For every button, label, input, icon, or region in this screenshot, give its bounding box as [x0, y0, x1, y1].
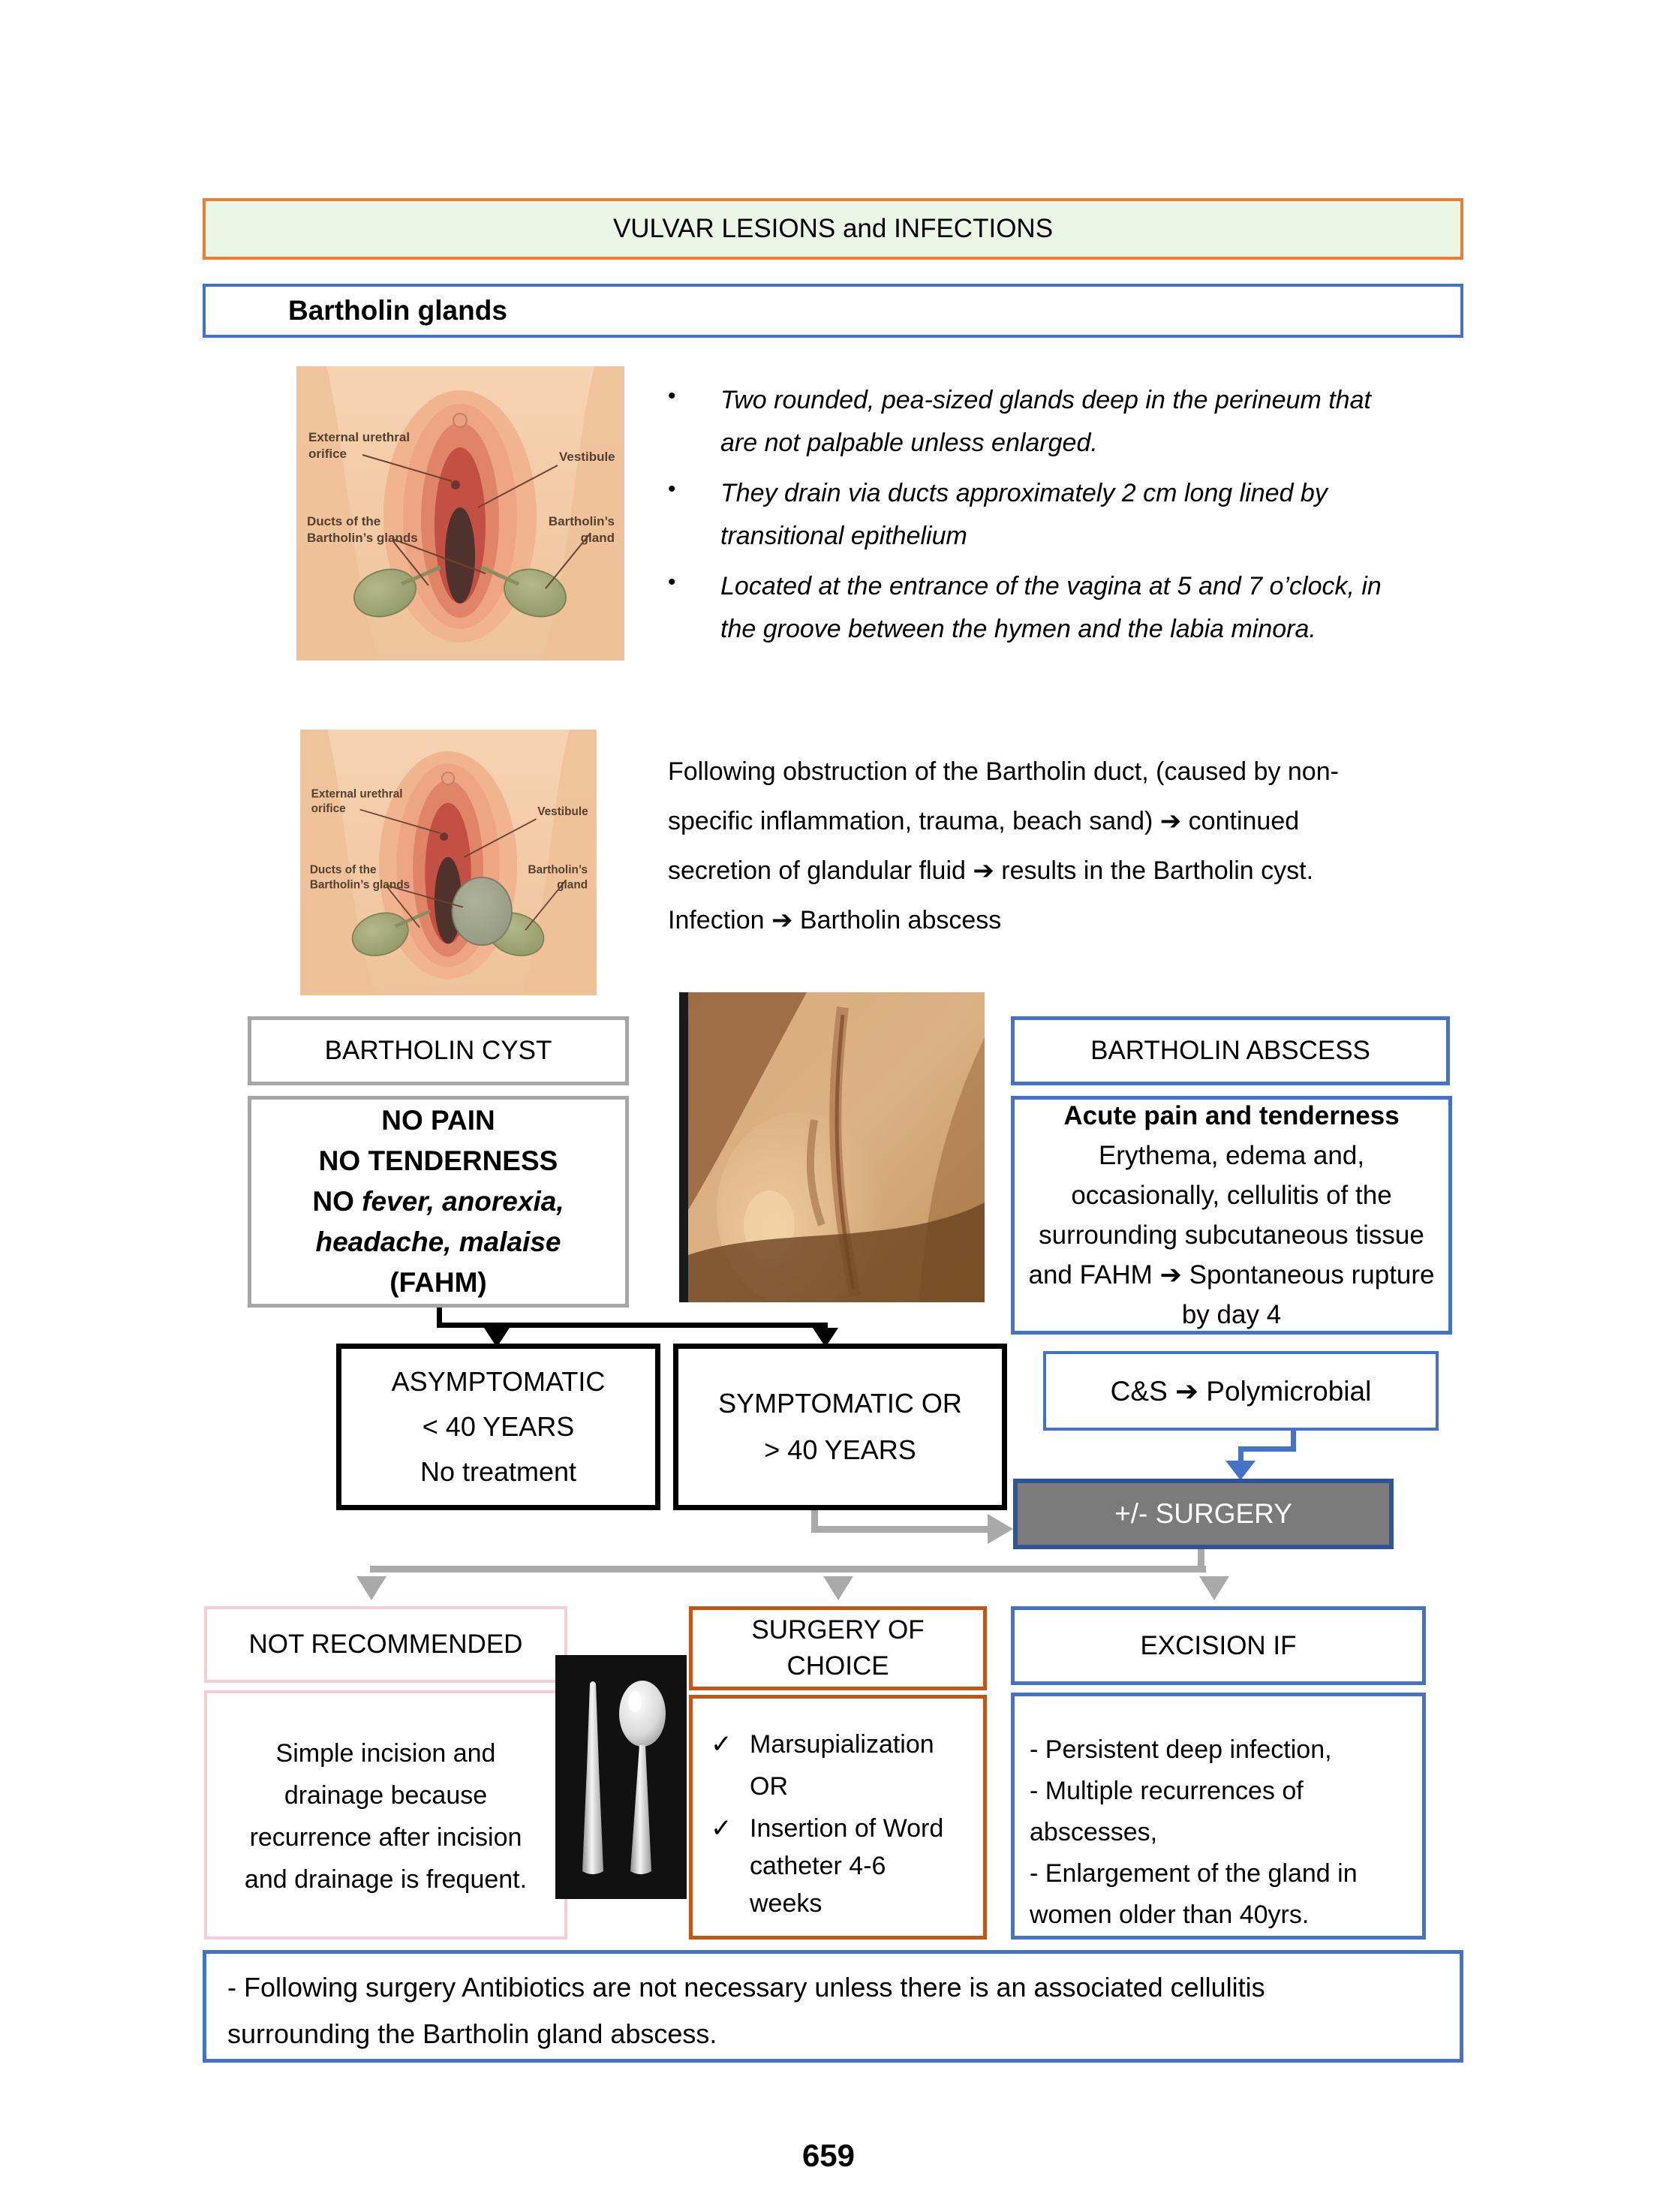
checklist-text: Insertion of Word catheter 4-6 weeks — [750, 1814, 944, 1918]
vulva-anatomy-figure — [296, 366, 624, 661]
list-item — [668, 472, 1388, 558]
figure-label-vestibule: Vestibule — [559, 450, 615, 464]
obstruction-paragraph — [668, 747, 1358, 945]
fahm-abbrev: (FAHM) — [389, 1267, 487, 1298]
not-recommended-header-box — [204, 1606, 567, 1683]
symptomatic-line2: > 40 YEARS — [764, 1434, 916, 1465]
check-spacer — [711, 1768, 750, 1805]
bullet-text: Located at the entrance of the vagina at 5 and 7 o’clock, in the groove between the hymen and the labia minora. — [720, 572, 1382, 643]
excision-item: - Enlargement of the gland in women older than 40yrs. — [1030, 1859, 1358, 1929]
check-icon: ✓ — [711, 1730, 732, 1759]
vulva-anatomy-figure-svg — [296, 366, 624, 661]
arrow-down-icon — [1199, 1576, 1229, 1600]
arrow-down-icon — [356, 1576, 386, 1600]
bartholin-abscess-header: BARTHOLIN ABSCESS — [1090, 1036, 1370, 1065]
figure-label-ducts-line2: Bartholin’s glands — [309, 878, 410, 892]
obstruction-text: Following obstruction of the Bartholin duct, (caused by non-specific inflammation, trauma, beach sand) ➔ continued secretion of glandular fluid ➔ results in the Bartholin cyst. — [668, 757, 1339, 885]
figure-label-urethral-line2: orifice — [308, 447, 347, 461]
figure-label-urethral-line2: orifice — [311, 802, 346, 816]
section-header-bar — [203, 284, 1463, 338]
not-recommended-body: Simple incision and drainage because recurrence after incision and drainage is frequent. — [244, 1739, 528, 1894]
gray-branch-horizontal — [370, 1566, 1206, 1572]
bartholin-cyst-photo — [679, 992, 985, 1302]
list-item — [668, 565, 1388, 651]
no-prefix: NO — [312, 1186, 362, 1217]
list-item — [668, 379, 1388, 465]
bullet-icon: • — [668, 477, 676, 501]
bullet-icon: • — [668, 384, 676, 408]
checklist-text: OR — [750, 1772, 788, 1801]
gray-connector-h — [811, 1526, 988, 1533]
excision-item: - Multiple recurrences of abscesses, — [1030, 1777, 1304, 1846]
figure-label-ducts-line1: Ducts of the — [309, 863, 377, 877]
arrow-right-icon — [988, 1514, 1013, 1544]
bullet-text: They drain via ducts approximately 2 cm long lined by transitional epithelium — [720, 479, 1328, 550]
checklist-item — [711, 1810, 977, 1922]
bullet-icon: • — [668, 570, 676, 594]
figure-label-gland-line1: Bartholin’s — [528, 863, 588, 877]
surgery-choice-body-box — [689, 1695, 987, 1940]
page-title: VULVAR LESIONS and INFECTIONS — [612, 214, 1054, 243]
no-fahm-line1 — [312, 1181, 564, 1222]
figure-label-vestibule: Vestibule — [537, 805, 588, 818]
acute-pain-line: Acute pain and tenderness — [1063, 1101, 1400, 1130]
fahm-italic2: headache, malaise — [315, 1226, 561, 1257]
check-icon: ✓ — [711, 1814, 732, 1843]
figure-label-ducts-line1: Ducts of the — [307, 514, 381, 528]
arrow-down-icon — [823, 1576, 853, 1600]
abscess-body-text: Erythema, edema and, occasionally, cellulitis of the surrounding subcutaneous tissue and FAHM ➔ Spontaneous rupture by day 4 — [1028, 1141, 1435, 1329]
cyst-symptoms-box — [248, 1096, 629, 1308]
antibiotics-note-box — [203, 1950, 1463, 2063]
section-title: Bartholin glands — [288, 295, 507, 326]
vulva-anatomy-cyst-figure-svg — [300, 730, 597, 995]
asymptomatic-line1: ASYMPTOMATIC — [391, 1366, 606, 1397]
surgery-choice-header-box — [689, 1606, 987, 1690]
excision-body-box — [1011, 1693, 1426, 1940]
infection-text: Infection ➔ Bartholin abscess — [668, 906, 1002, 934]
cyst-shape — [452, 877, 511, 945]
word-catheter-photo-svg — [555, 1655, 687, 1899]
culture-sensitivity-text: C&S ➔ Polymicrobial — [1110, 1375, 1372, 1407]
bartholin-cyst-header-box — [248, 1016, 629, 1085]
surgery-box — [1013, 1479, 1394, 1549]
excision-item: - Persistent deep infection, — [1030, 1735, 1332, 1764]
antibiotics-note-text: - Following surgery Antibiotics are not necessary unless there is an associated cellulitis surrounding the Bartholin gland abscess. — [227, 1972, 1265, 2049]
figure-label-gland-line1: Bartholin’s — [548, 514, 615, 528]
intro-bullet-list — [668, 379, 1388, 658]
figure-label-gland-line2: gland — [580, 531, 615, 545]
bartholin-abscess-header-box — [1011, 1016, 1450, 1085]
blue-connector-v2 — [1238, 1446, 1244, 1462]
no-tenderness-line: NO TENDERNESS — [318, 1145, 558, 1176]
symptomatic-box — [673, 1344, 1007, 1510]
not-recommended-body-box — [204, 1690, 567, 1940]
asymptomatic-box — [336, 1344, 660, 1510]
bartholin-cyst-header: BARTHOLIN CYST — [324, 1036, 552, 1065]
vulva-anatomy-cyst-figure — [300, 730, 597, 995]
asymptomatic-line3: No treatment — [420, 1456, 577, 1487]
asymptomatic-line2: < 40 YEARS — [422, 1411, 575, 1442]
bartholin-cyst-photo-svg — [679, 992, 985, 1302]
arrow-down-icon — [1225, 1461, 1256, 1480]
figure-label-urethral-line1: External urethral — [311, 787, 403, 801]
excision-header: EXCISION IF — [1140, 1630, 1297, 1660]
checklist-item — [711, 1726, 977, 1763]
fahm-italic1: fever, anorexia, — [362, 1186, 564, 1217]
abscess-symptoms-box — [1011, 1096, 1452, 1335]
page-title-bar — [203, 198, 1463, 260]
figure-label-gland-line2: gland — [557, 878, 588, 892]
no-pain-line: NO PAIN — [381, 1105, 495, 1136]
culture-sensitivity-box — [1043, 1351, 1439, 1431]
symptomatic-line1: SYMPTOMATIC OR — [718, 1388, 962, 1419]
bullet-text: Two rounded, pea-sized glands deep in the perineum that are not palpable unless enlarged. — [720, 386, 1371, 457]
page-number: 659 — [801, 2138, 856, 2173]
connector-horizontal — [437, 1323, 828, 1328]
checklist-item — [711, 1768, 977, 1805]
figure-label-ducts-line2: Bartholin’s glands — [307, 531, 418, 545]
checklist-text: Marsupialization — [750, 1730, 934, 1759]
word-catheter-photo — [555, 1655, 687, 1899]
surgery-text: +/- SURGERY — [1114, 1498, 1292, 1529]
blue-connector-h — [1238, 1446, 1296, 1452]
not-recommended-header: NOT RECOMMENDED — [248, 1630, 523, 1659]
figure-label-urethral-line1: External urethral — [308, 430, 410, 444]
excision-header-box — [1011, 1606, 1426, 1685]
surgery-choice-header: SURGERY OF CHOICE — [751, 1615, 925, 1681]
